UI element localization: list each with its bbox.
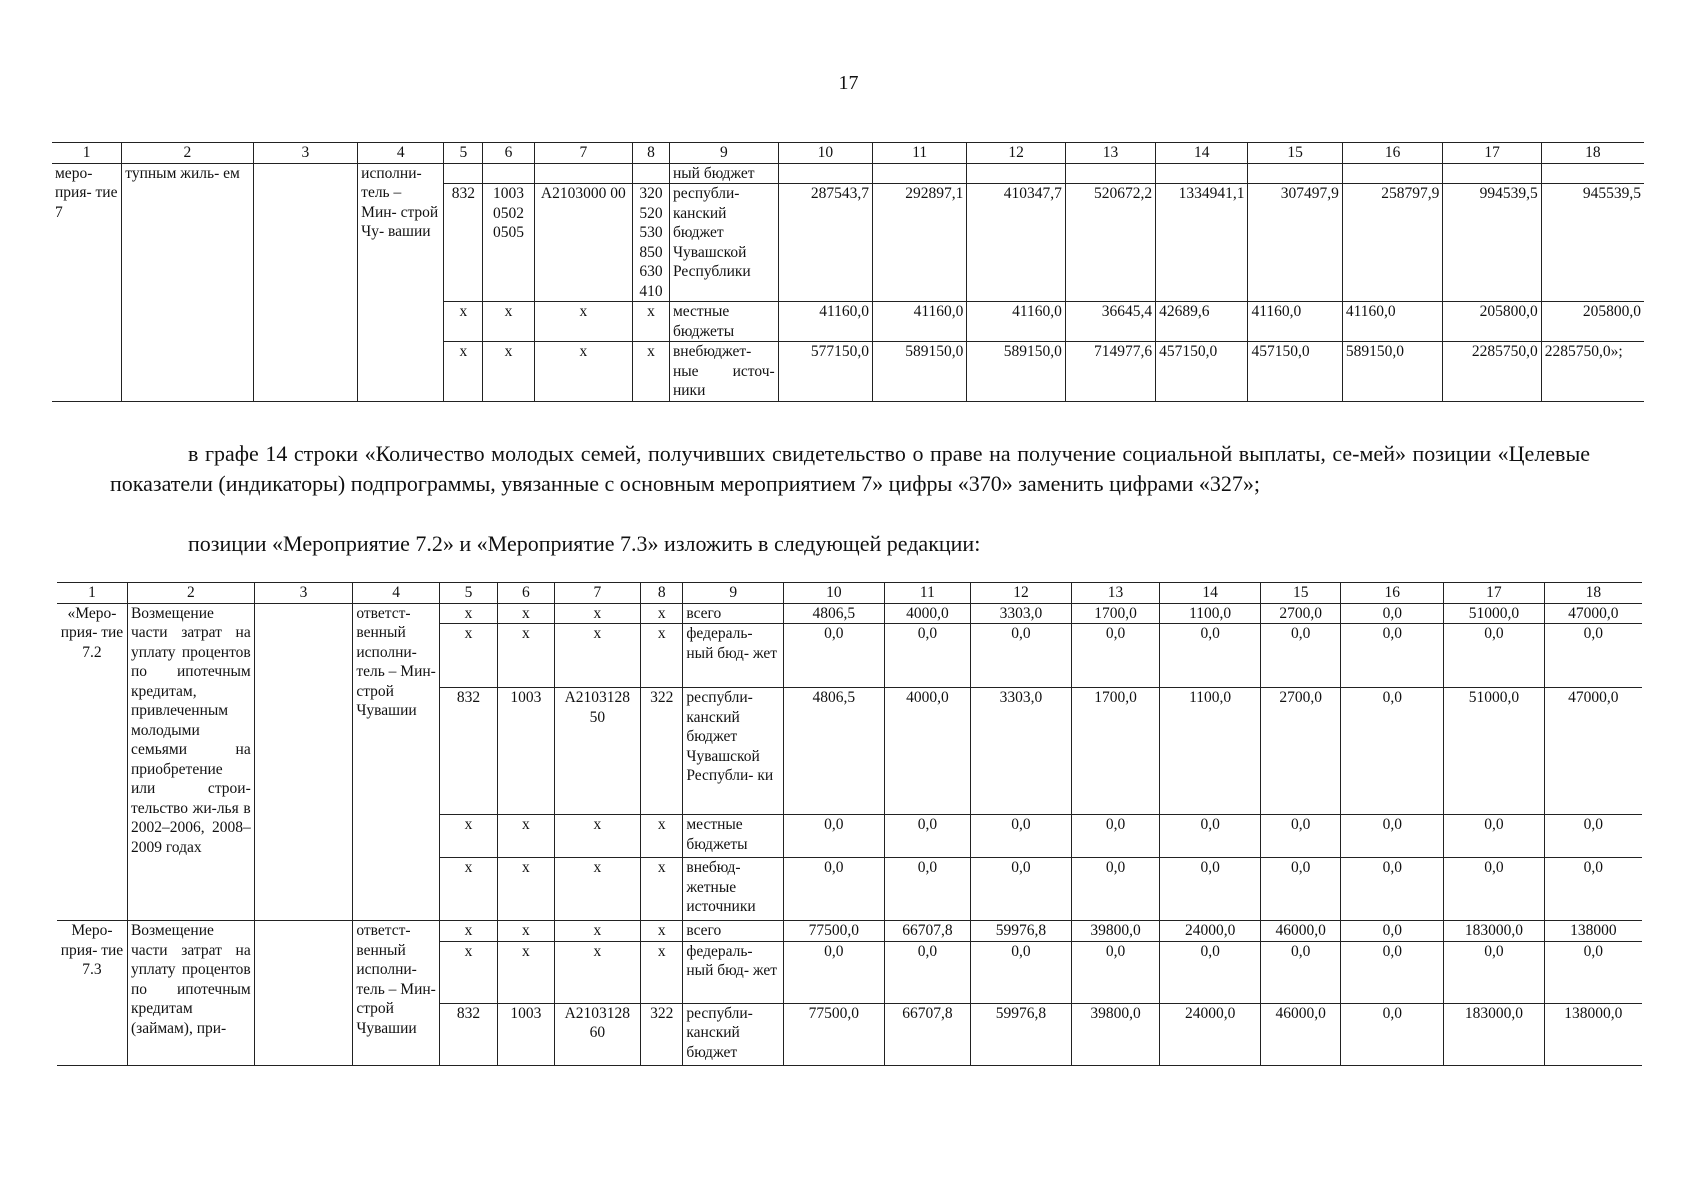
source-cell: республи- канский бюджет Чувашской Республи- ки	[683, 688, 784, 815]
value-cell: 1700,0	[1071, 603, 1160, 624]
value-cell: 39800,0	[1071, 1003, 1160, 1065]
value-cell: 945539,5	[1541, 184, 1644, 302]
empty-cell	[254, 603, 353, 921]
value-cell: 51000,0	[1444, 603, 1545, 624]
value-cell: 0,0	[1544, 941, 1642, 1003]
code-cell: x	[641, 624, 683, 688]
value-cell: 4806,5	[784, 688, 885, 815]
code-cell: x	[641, 815, 683, 858]
value-cell: 41160,0	[967, 302, 1065, 342]
value-cell: 41160,0	[1342, 302, 1443, 342]
col-header: 8	[641, 583, 683, 604]
code-cell: А2103128 60	[554, 1003, 641, 1065]
code-cell: x	[641, 603, 683, 624]
code-cell: 322	[641, 1003, 683, 1065]
value-cell: 0,0	[1341, 815, 1444, 858]
col-header: 17	[1444, 583, 1545, 604]
table-cell	[483, 163, 534, 184]
col-header: 15	[1248, 143, 1342, 164]
value-cell: 0,0	[1160, 858, 1261, 921]
code-cell: А2103128 50	[554, 688, 641, 815]
value-cell: 577150,0	[778, 342, 872, 402]
col-header: 18	[1541, 143, 1644, 164]
col-header: 11	[884, 583, 971, 604]
code-cell: x	[483, 302, 534, 342]
value-cell: 0,0	[1071, 858, 1160, 921]
col-header: 10	[778, 143, 872, 164]
value-cell: 2700,0	[1260, 688, 1341, 815]
code-cell: x	[554, 858, 641, 921]
value-cell: 589150,0	[873, 342, 967, 402]
value-cell: 0,0	[784, 815, 885, 858]
value-cell: 0,0	[784, 624, 885, 688]
table-cell	[1248, 163, 1342, 184]
value-cell: 589150,0	[967, 342, 1065, 402]
value-cell: 0,0	[884, 858, 971, 921]
table-cell	[1541, 163, 1644, 184]
code-cell: x	[534, 342, 632, 402]
value-cell: 0,0	[884, 624, 971, 688]
value-cell: 0,0	[1260, 941, 1341, 1003]
value-cell: 1100,0	[1160, 688, 1261, 815]
executor-cell: ответст- венный исполни- тель – Мин- строй Чувашии	[353, 603, 440, 921]
value-cell: 0,0	[1444, 941, 1545, 1003]
code-cell: x	[439, 624, 497, 688]
executor-cell: ответст- венный исполни- тель – Мин- строй Чувашии	[353, 921, 440, 1066]
col-header: 12	[967, 143, 1065, 164]
value-cell: 0,0	[884, 941, 971, 1003]
value-cell: 205800,0	[1443, 302, 1541, 342]
value-cell: 714977,6	[1065, 342, 1155, 402]
value-cell: 457150,0	[1248, 342, 1342, 402]
value-cell: 46000,0	[1260, 1003, 1341, 1065]
code-cell: x	[633, 342, 670, 402]
value-cell: 47000,0	[1544, 603, 1642, 624]
code-cell: x	[498, 624, 554, 688]
table-cell	[1156, 163, 1248, 184]
value-cell: 42689,6	[1156, 302, 1248, 342]
table-row	[52, 163, 1644, 184]
value-cell: 66707,8	[884, 921, 971, 942]
code-cell: x	[554, 624, 641, 688]
col-header: 18	[1544, 583, 1642, 604]
col-header: 6	[498, 583, 554, 604]
code-cell: x	[444, 302, 483, 342]
value-cell: 77500,0	[784, 1003, 885, 1065]
value-cell: 0,0	[1341, 688, 1444, 815]
value-cell: 0,0	[1444, 858, 1545, 921]
table-cell	[967, 163, 1065, 184]
page-number: 17	[838, 72, 859, 94]
col-header: 14	[1156, 143, 1248, 164]
value-cell: 46000,0	[1260, 921, 1341, 942]
event-name-cell: тупным жиль- ем	[122, 163, 253, 401]
value-cell: 0,0	[1341, 1003, 1444, 1065]
value-cell: 0,0	[971, 941, 1072, 1003]
table-cell	[1443, 163, 1541, 184]
code-cell: x	[483, 342, 534, 402]
col-header: 10	[784, 583, 885, 604]
col-header: 5	[444, 143, 483, 164]
col-header: 7	[554, 583, 641, 604]
code-cell: x	[444, 342, 483, 402]
col-header: 17	[1443, 143, 1541, 164]
source-cell: всего	[683, 921, 784, 942]
col-header: 14	[1160, 583, 1261, 604]
value-cell: 0,0	[1544, 624, 1642, 688]
value-cell: 3303,0	[971, 688, 1072, 815]
value-cell: 0,0	[1260, 624, 1341, 688]
value-cell: 138000,0	[1544, 1003, 1642, 1065]
col-header: 9	[669, 143, 778, 164]
code-cell: 832	[439, 1003, 497, 1065]
value-cell: 457150,0	[1156, 342, 1248, 402]
value-cell: 0,0	[1160, 941, 1261, 1003]
source-cell: республи- канский бюджет	[683, 1003, 784, 1065]
code-cell: x	[498, 603, 554, 624]
code-cell: x	[439, 603, 497, 624]
value-cell: 0,0	[784, 941, 885, 1003]
source-cell: внебюд- жетные источники	[683, 858, 784, 921]
col-header: 7	[534, 143, 632, 164]
table-cell	[1342, 163, 1443, 184]
code-cell: x	[641, 858, 683, 921]
source-cell: федераль- ный бюд- жет	[683, 941, 784, 1003]
code-cell: x	[554, 921, 641, 942]
value-cell: 0,0	[884, 815, 971, 858]
value-cell: 292897,1	[873, 184, 967, 302]
col-header: 16	[1341, 583, 1444, 604]
col-header: 3	[254, 583, 353, 604]
table-cell	[534, 163, 632, 184]
col-header: 1	[52, 143, 122, 164]
value-cell: 0,0	[1160, 624, 1261, 688]
col-header: 5	[439, 583, 497, 604]
event-cell: Меро- прия- тие 7.3	[57, 921, 127, 1066]
code-cell: x	[534, 302, 632, 342]
header-row	[52, 143, 1644, 164]
source-cell: республи- канский бюджет Чувашской Республики	[669, 184, 778, 302]
code-cell: 1003	[498, 688, 554, 815]
value-cell: 59976,8	[971, 1003, 1072, 1065]
value-cell: 0,0	[1444, 624, 1545, 688]
col-header: 4	[358, 143, 444, 164]
col-header: 16	[1342, 143, 1443, 164]
code-cell: x	[641, 941, 683, 1003]
code-cell: x	[633, 302, 670, 342]
col-header: 12	[971, 583, 1072, 604]
value-cell: 0,0	[1071, 941, 1160, 1003]
code-cell: x	[554, 603, 641, 624]
code-cell: x	[439, 941, 497, 1003]
value-cell: 0,0	[1341, 858, 1444, 921]
value-cell: 0,0	[1071, 815, 1160, 858]
source-cell: внебюджет- ные источ- ники	[669, 342, 778, 402]
value-cell: 0,0	[1260, 858, 1341, 921]
executor-cell: исполни- тель – Мин- строй Чу- вашии	[358, 163, 444, 401]
source-cell: местные бюджеты	[683, 815, 784, 858]
code-cell: x	[641, 921, 683, 942]
code-cell: 1003 0502 0505	[483, 184, 534, 302]
code-cell: 322	[641, 688, 683, 815]
value-cell: 41160,0	[1248, 302, 1342, 342]
col-header: 3	[253, 143, 358, 164]
value-cell: 0,0	[971, 815, 1072, 858]
empty-cell	[254, 921, 353, 1066]
code-cell: А2103000 00	[534, 184, 632, 302]
table-cell	[873, 163, 967, 184]
value-cell: 0,0	[971, 858, 1072, 921]
value-cell: 205800,0	[1541, 302, 1644, 342]
event-name-cell: Возмещение части затрат на уплату процентов по ипотечным кредитам, привлеченным молодыми семьями на приобретение или строи-тельство жи-лья в 2002–2006, 2008–2009 годах	[127, 603, 254, 921]
code-cell: x	[439, 815, 497, 858]
value-cell: 41160,0	[873, 302, 967, 342]
code-cell: x	[554, 941, 641, 1003]
value-cell: 520672,2	[1065, 184, 1155, 302]
value-cell: 66707,8	[884, 1003, 971, 1065]
value-cell: 0,0	[1071, 624, 1160, 688]
value-cell: 4000,0	[884, 603, 971, 624]
value-cell: 0,0	[1341, 941, 1444, 1003]
code-cell: 832	[444, 184, 483, 302]
source-cell: местные бюджеты	[669, 302, 778, 342]
col-header: 13	[1071, 583, 1160, 604]
code-cell: x	[554, 815, 641, 858]
value-cell: 0,0	[1160, 815, 1261, 858]
table-row	[57, 603, 1642, 624]
value-cell: 287543,7	[778, 184, 872, 302]
value-cell: 47000,0	[1544, 688, 1642, 815]
value-cell: 258797,9	[1342, 184, 1443, 302]
amendment-intro-paragraph: позиции «Мероприятие 7.2» и «Мероприятие 7.3» изложить в следующей редакции:	[188, 531, 981, 556]
value-cell: 24000,0	[1160, 1003, 1261, 1065]
value-cell: 0,0	[1341, 624, 1444, 688]
col-header: 6	[483, 143, 534, 164]
code-cell: x	[498, 921, 554, 942]
value-cell: 183000,0	[1444, 1003, 1545, 1065]
value-cell: 0,0	[784, 858, 885, 921]
col-header: 15	[1260, 583, 1341, 604]
code-cell: x	[498, 858, 554, 921]
col-header: 2	[127, 583, 254, 604]
header-row	[57, 583, 1642, 604]
col-header: 11	[873, 143, 967, 164]
value-cell: 0,0	[1544, 858, 1642, 921]
value-cell: 36645,4	[1065, 302, 1155, 342]
value-cell: 0,0	[1260, 815, 1341, 858]
amendment-paragraph: в графе 14 строки «Количество молодых семей, получивших свидетельство о праве на получение социальной выплаты, се-мей» позиции «Целевые показатели (индикаторы) подпрограммы, увязанные с основным мероприятием 7» цифры «370» заменить цифрами «327»;	[110, 441, 1590, 496]
value-cell: 51000,0	[1444, 688, 1545, 815]
value-cell: 4806,5	[784, 603, 885, 624]
code-cell: x	[439, 858, 497, 921]
source-cell: ный бюджет	[669, 163, 778, 184]
value-cell: 2700,0	[1260, 603, 1341, 624]
value-cell: 410347,7	[967, 184, 1065, 302]
code-cell: 1003	[498, 1003, 554, 1065]
table-cell	[633, 163, 670, 184]
empty-cell	[253, 163, 358, 401]
value-cell: 4000,0	[884, 688, 971, 815]
value-cell: 41160,0	[778, 302, 872, 342]
value-cell: 183000,0	[1444, 921, 1545, 942]
col-header: 8	[633, 143, 670, 164]
code-cell: 320 520 530 850 630 410	[633, 184, 670, 302]
value-cell: 0,0	[971, 624, 1072, 688]
value-cell: 2285750,0	[1443, 342, 1541, 402]
event-name-cell: Возмещение части затрат на уплату процентов по ипотечным кредитам (займам), при-	[127, 921, 254, 1066]
value-cell: 24000,0	[1160, 921, 1261, 942]
value-cell: 1334941,1	[1156, 184, 1248, 302]
value-cell: 1700,0	[1071, 688, 1160, 815]
code-cell: x	[498, 941, 554, 1003]
table-row	[57, 921, 1642, 942]
col-header: 4	[353, 583, 440, 604]
value-cell: 2285750,0»;	[1541, 342, 1644, 402]
bottom-table	[57, 582, 1642, 1066]
code-cell: x	[439, 921, 497, 942]
top-table	[52, 142, 1644, 402]
event-cell: меро- прия- тие 7	[52, 163, 122, 401]
col-header: 13	[1065, 143, 1155, 164]
table-cell	[444, 163, 483, 184]
value-cell: 3303,0	[971, 603, 1072, 624]
event-cell: «Меро- прия- тие 7.2	[57, 603, 127, 921]
table-cell	[778, 163, 872, 184]
source-cell: федераль- ный бюд- жет	[683, 624, 784, 688]
col-header: 9	[683, 583, 784, 604]
value-cell: 0,0	[1544, 815, 1642, 858]
table-cell	[1065, 163, 1155, 184]
code-cell: x	[498, 815, 554, 858]
value-cell: 1100,0	[1160, 603, 1261, 624]
col-header: 1	[57, 583, 127, 604]
source-cell: всего	[683, 603, 784, 624]
value-cell: 39800,0	[1071, 921, 1160, 942]
code-cell: 832	[439, 688, 497, 815]
value-cell: 589150,0	[1342, 342, 1443, 402]
col-header: 2	[122, 143, 253, 164]
value-cell: 77500,0	[784, 921, 885, 942]
value-cell: 138000	[1544, 921, 1642, 942]
value-cell: 59976,8	[971, 921, 1072, 942]
value-cell: 0,0	[1341, 603, 1444, 624]
value-cell: 0,0	[1341, 921, 1444, 942]
value-cell: 994539,5	[1443, 184, 1541, 302]
value-cell: 0,0	[1444, 815, 1545, 858]
value-cell: 307497,9	[1248, 184, 1342, 302]
